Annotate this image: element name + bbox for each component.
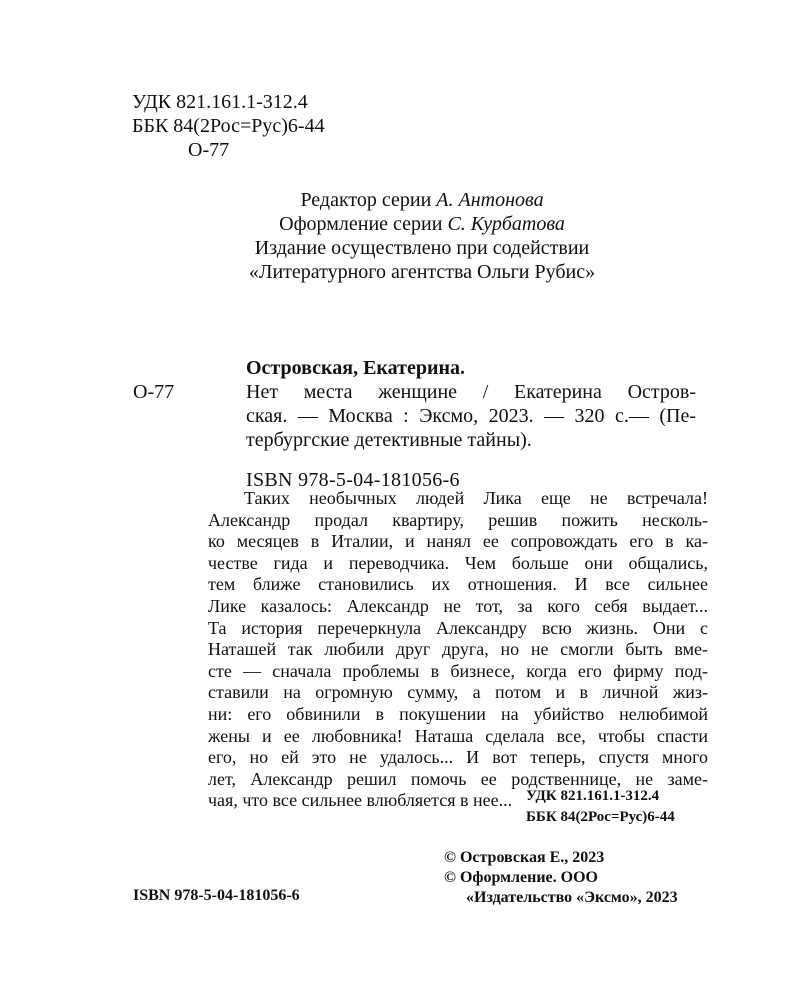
design-name: С. Курбатова <box>447 213 565 235</box>
copyright-author: © Островская Е., 2023 <box>444 849 605 866</box>
annotation-line: Таких необычных людей Лика еще не встречала! <box>244 488 708 508</box>
bbk-code-small: ББК 84(2Рос=Рус)6-44 <box>526 809 675 825</box>
author-mark: О-77 <box>188 139 230 161</box>
annotation <box>208 488 708 812</box>
isbn-bottom: ISBN 978-5-04-181056-6 <box>133 887 300 904</box>
annotation-line: Лике казалось: Александр не тот, за кого себя выдает... <box>208 595 708 616</box>
biblio-line: ская. — Москва : Эксмо, 2023. — 320 с.— (Пе- <box>246 405 696 427</box>
annotation-line: Наташей так любили друг друга, но не смогли быть вме- <box>208 639 708 660</box>
annotation-line: жены и ее любовника! Наташа сделала все, чтобы спасти <box>208 725 708 746</box>
bibliographic-description <box>246 380 696 452</box>
series-credits <box>0 188 800 284</box>
design-label: Оформление серии <box>279 213 448 235</box>
udk-code: УДК 821.161.1-312.4 <box>132 91 308 113</box>
editor-credit <box>0 188 800 212</box>
annotation-line: ставили на огромную сумму, а потом и в личной жиз- <box>208 682 708 703</box>
udk-code-small: УДК 821.161.1-312.4 <box>526 788 660 804</box>
classification-codes <box>132 90 325 162</box>
agency-line: «Литературного агентства Ольги Рубис» <box>248 261 596 283</box>
annotation-line: Та история перечеркнула Александру всю жизнь. Они с <box>208 617 708 638</box>
copyright-publisher: «Издательство «Эксмо», 2023 <box>466 889 678 906</box>
annotation-line: ко месяцев в Италии, и нанял ее сопровождать его в ка- <box>208 531 708 552</box>
editor-name: А. Антонова <box>436 189 544 211</box>
copyright-design: © Оформление. ООО <box>444 869 598 886</box>
annotation-line: лет, Александр решил помочь ее родственнице, не заме- <box>208 768 708 789</box>
annotation-line: чая, что все сильнее влюбляется в нее... <box>208 790 513 811</box>
catalog-code: О-77 <box>133 381 175 403</box>
bbk-code: ББК 84(2Рос=Рус)6-44 <box>132 115 325 137</box>
support-line: Издание осуществлено при содействии <box>254 237 590 259</box>
annotation-line: Александр продал квартиру, решив пожить несколь- <box>208 509 708 530</box>
design-credit <box>0 212 800 236</box>
editor-label: Редактор серии <box>300 189 437 211</box>
annotation-line: тем ближе становились их отношения. И все сильнее <box>208 574 708 595</box>
annotation-line: ни: его обвинили в покушении на убийство нелюбимой <box>208 703 708 724</box>
classification-codes-small <box>526 786 675 828</box>
annotation-line: сте — сначала проблемы в бизнесе, когда его фирму под- <box>208 660 708 681</box>
author-heading: Островская, Екатерина. <box>246 357 466 379</box>
biblio-line: тербургские детективные тайны). <box>246 429 532 451</box>
copyright-block <box>444 848 678 908</box>
biblio-line: Нет места женщине / Екатерина Остров- <box>246 381 696 403</box>
annotation-line: честве гида и переводчика. Чем больше они общались, <box>208 552 708 573</box>
annotation-line: его, но ей это не удалось... И вот теперь, спустя много <box>208 747 708 768</box>
isbn-main: ISBN 978-5-04-181056-6 <box>246 469 460 491</box>
